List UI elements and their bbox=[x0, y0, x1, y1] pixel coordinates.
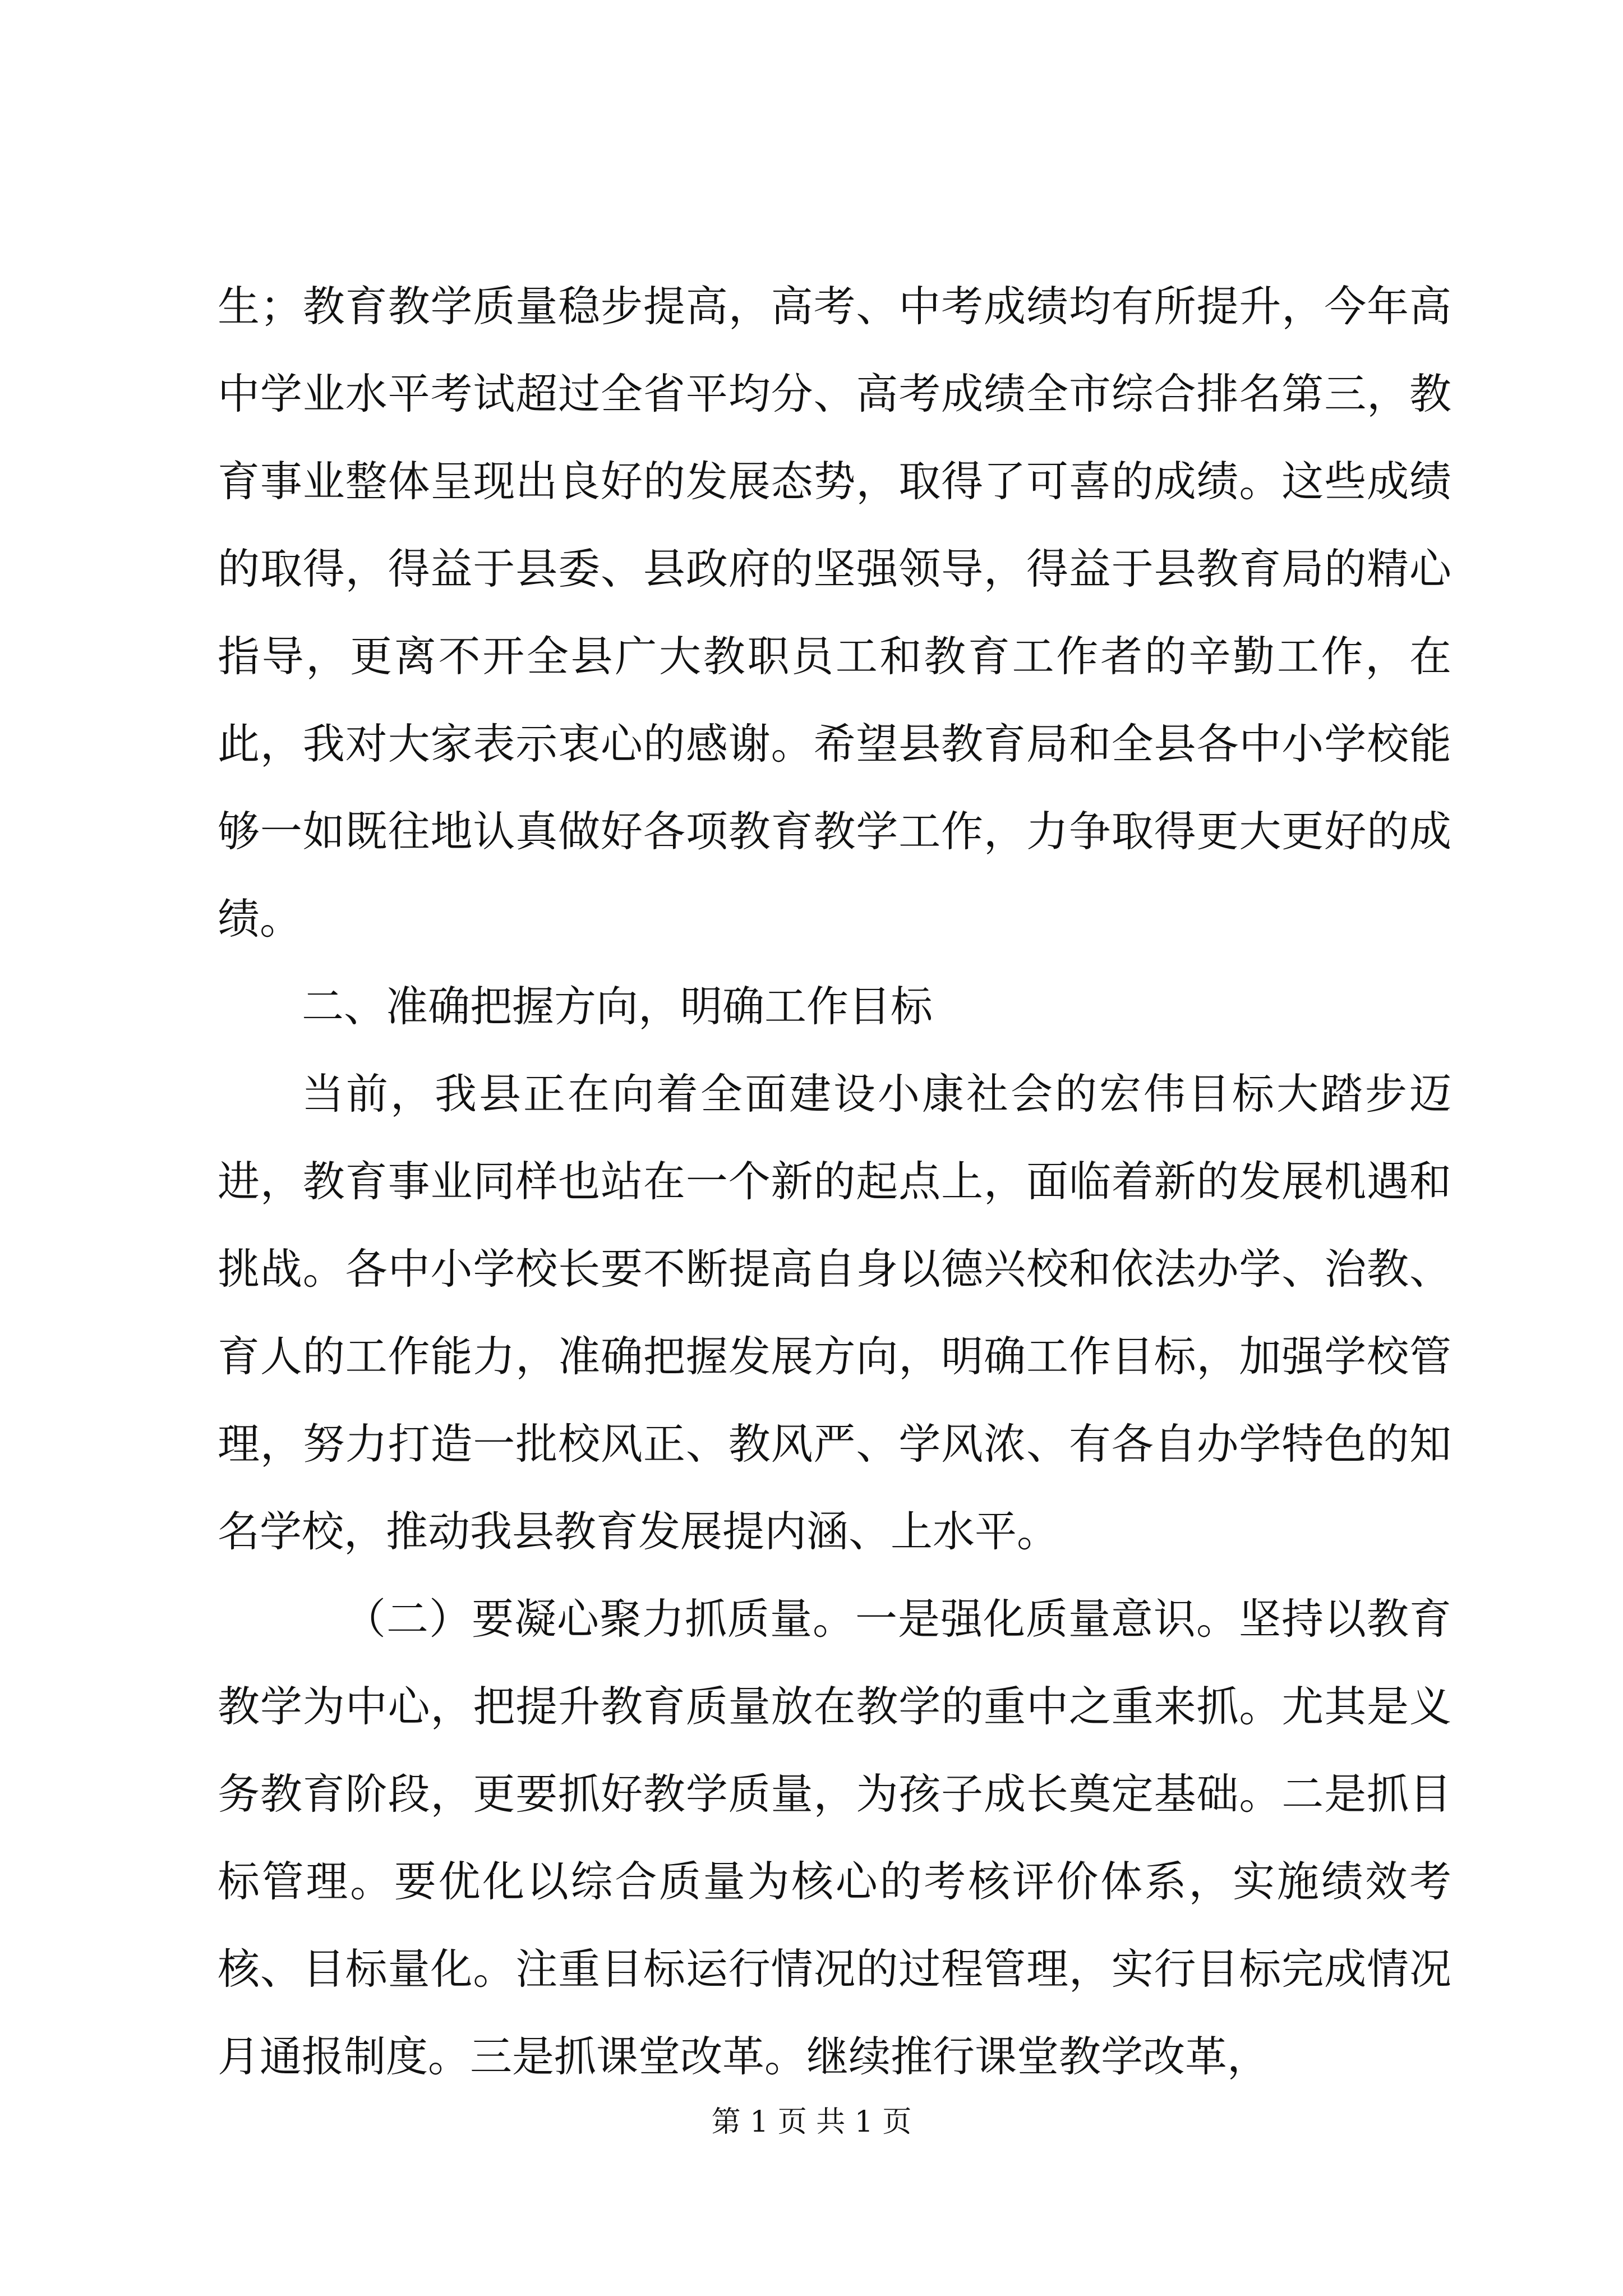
paragraph-quality: （二）要凝心聚力抓质量。一是强化质量意识。坚持以教育教学为中心，把提升教育质量放在教学的重中之重来抓。尤其是义务教育阶段，更要抓好教学质量，为孩子成长奠定基础。二是抓目标管理。要优化以综合质量为核心的考核评价体系，实施绩效考核、目标量化。注重目标运行情况的过程管理，实行目标完成情况月通报制度。三是抓课堂改革。继续推行课堂教学改革， bbox=[218, 1594, 1451, 2081]
section-heading: 二、准确把握方向，明确工作目标 bbox=[302, 982, 933, 1031]
page-footer: 第 1 页 共 1 页 bbox=[711, 2105, 912, 2139]
document-body bbox=[218, 263, 1451, 2100]
paragraph-continuation: 生；教育教学质量稳步提高，高考、中考成绩均有所提升，今年高中学业水平考试超过全省平均分、高考成绩全市综合排名第三，教育事业整体呈现出良好的发展态势，取得了可喜的成绩。这些成绩的取得，得益于县委、县政府的坚强领导，得益于县教育局的精心指导，更离不开全县广大教职员工和教育工作者的辛勤工作，在此，我对大家表示衷心的感谢。希望县教育局和全县各中小学校能够一如既往地认真做好各项教育教学工作，力争取得更大更好的成绩。 bbox=[218, 282, 1451, 944]
paragraph-direction: 当前，我县正在向着全面建设小康社会的宏伟目标大踏步迈进，教育事业同样也站在一个新的起点上，面临着新的发展机遇和挑战。各中小学校长要不断提高自身以德兴校和依法办学、治教、育人的工作能力，准确把握发展方向，明确工作目标，加强学校管理，努力打造一批校风正、教风严、学风浓、有各自办学特色的知名学校，推动我县教育发展提内涵、上水平。 bbox=[218, 1069, 1451, 1556]
